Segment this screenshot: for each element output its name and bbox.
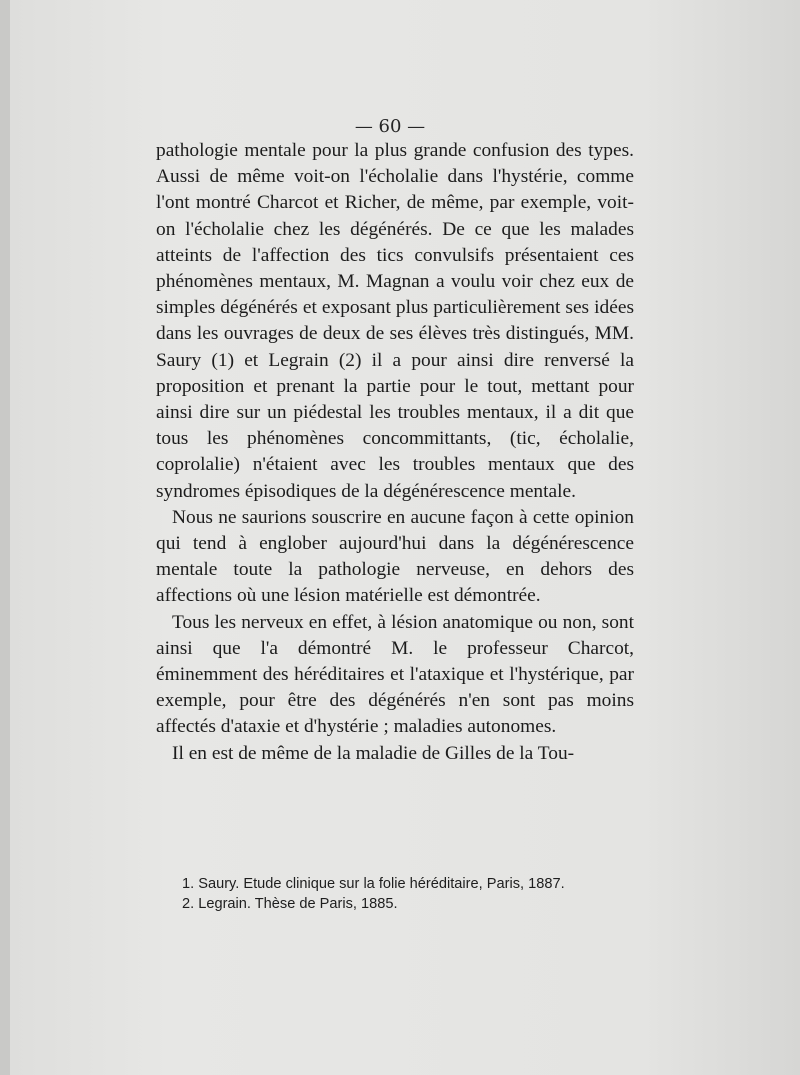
- paragraph-1: pathologie mentale pour la plus grande confusion des types. Aussi de même voit-on l'écholalie dans l'hystérie, comme l'ont montré Charcot et Richer, de même, par exemple, voit-on l'écholalie chez les dégénérés. De ce que les malades atteints de l'affection des tics convulsifs présentaient ces phénomènes mentaux, M. Magnan a voulu voir chez eux de simples dégénérés et exposant plus particulièrement ses idées dans les ouvrages de deux de ses élèves très distingués, MM. Saury (1) et Legrain (2) il a pour ainsi dire renversé la proposition et prenant la partie pour le tout, mettant pour ainsi dire sur un piédestal les troubles mentaux, il a dit que tous les phénomènes concommittants, (tic, écholalie, coprolalie) n'étaient avec les troubles mentaux que des syndromes épisodiques de la dégénérescence mentale.: [156, 140, 634, 502]
- page-number: — 60 —: [354, 116, 426, 137]
- paragraph-4: Il en est de même de la maladie de Gilles de la Tou-: [172, 742, 575, 764]
- footnotes: [182, 874, 642, 914]
- footnote-1: 1. Saury. Etude clinique sur la folie héréditaire, Paris, 1887.: [182, 876, 565, 892]
- paragraph-3: Tous les nerveux en effet, à lésion anatomique ou non, sont ainsi que l'a démontré M. le professeur Charcot, éminemment des héréditaires et l'ataxique et l'hystérique, par exemple, pour être des dégénérés n'en sont pas moins affectés d'ataxie et d'hystérie ; maladies autonomes.: [156, 611, 634, 738]
- book-page: [10, 0, 800, 1075]
- paragraph-2: Nous ne saurions souscrire en aucune façon à cette opinion qui tend à englober aujourd'hui dans la dégénérescence mentale toute la pathologie nerveuse, en dehors des affections où une lésion matérielle est démontrée.: [156, 506, 634, 607]
- body-text: [156, 138, 634, 767]
- footnote-2: 2. Legrain. Thèse de Paris, 1885.: [182, 896, 398, 912]
